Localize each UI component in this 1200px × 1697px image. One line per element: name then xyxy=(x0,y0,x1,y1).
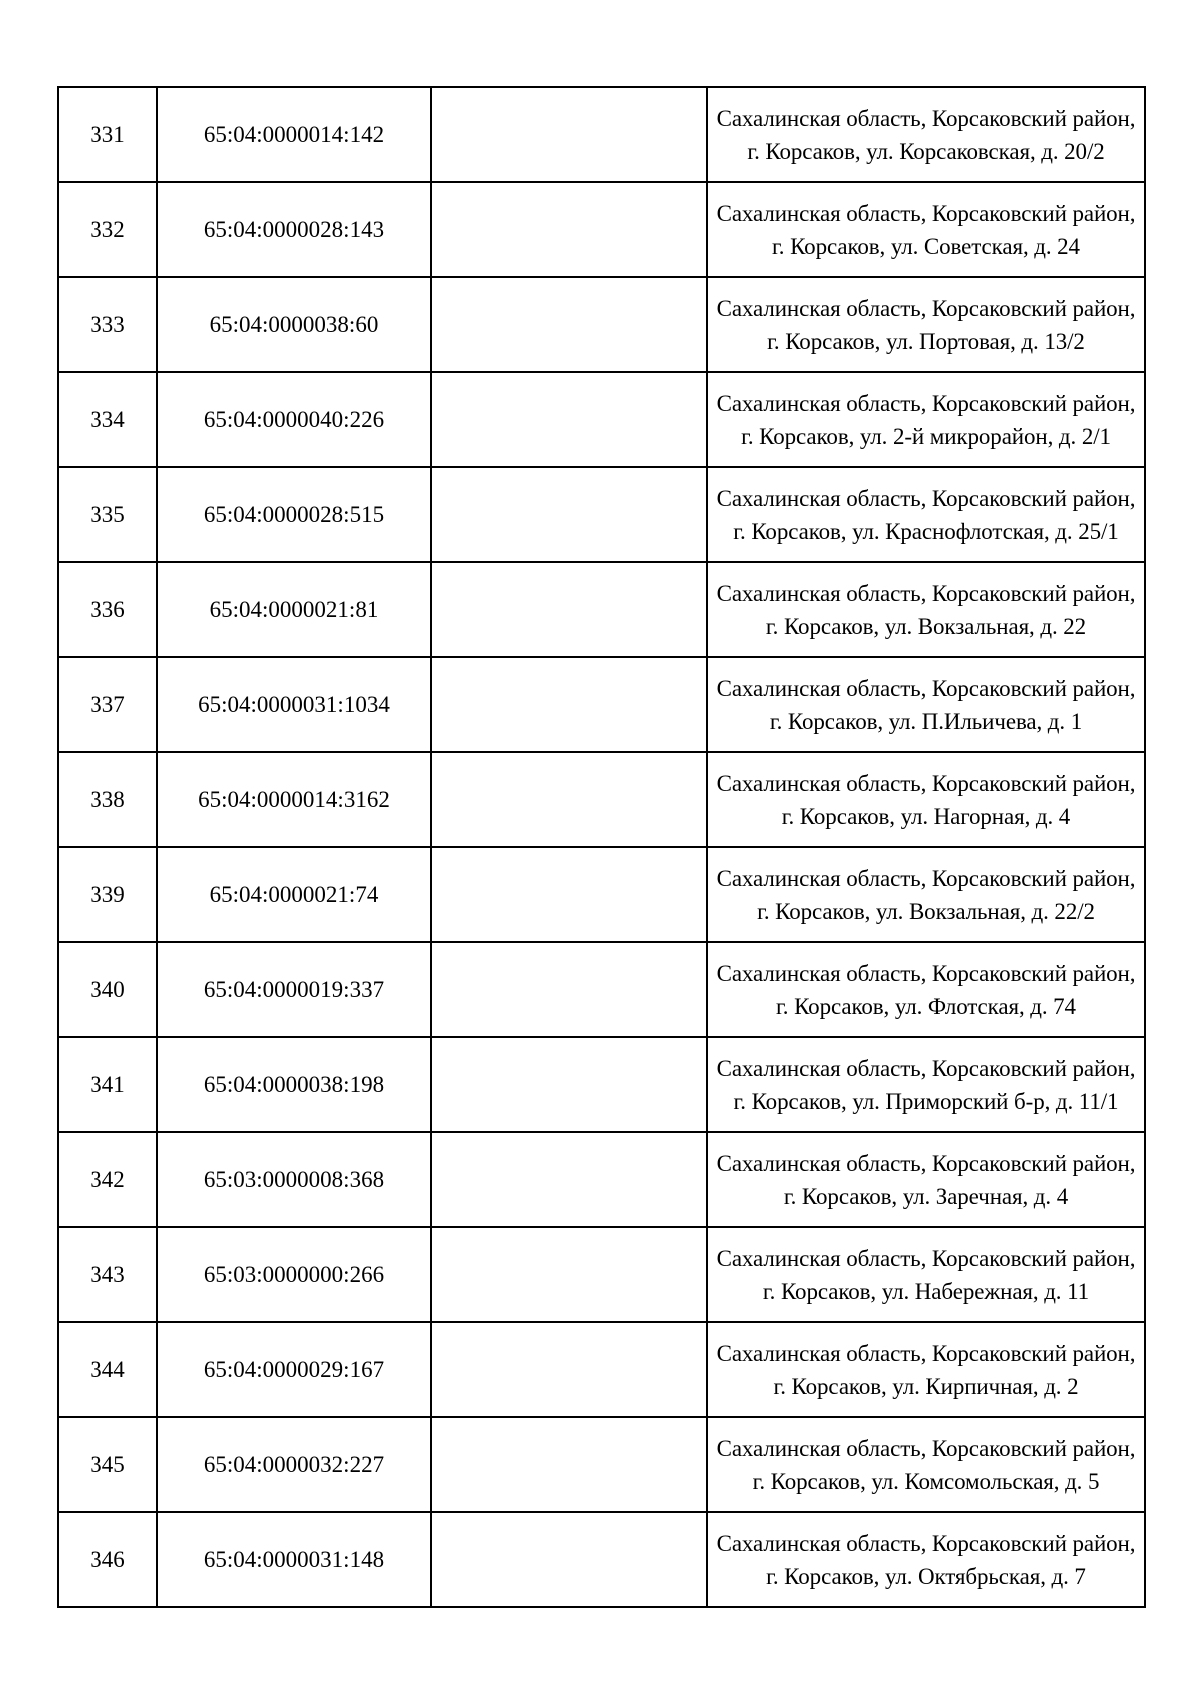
table-row xyxy=(58,277,1145,372)
table-row xyxy=(58,467,1145,562)
address-cell: Сахалинская область, Корсаковский район, г. Корсаков, ул. Кирпичная, д. 2 xyxy=(707,1322,1145,1417)
address-cell: Сахалинская область, Корсаковский район, г. Корсаков, ул. Вокзальная, д. 22/2 xyxy=(707,847,1145,942)
cadastral-number-cell: 65:04:0000028:143 xyxy=(157,182,431,277)
document-page xyxy=(57,86,1144,1608)
address-cell: Сахалинская область, Корсаковский район, г. Корсаков, ул. Краснофлотская, д. 25/1 xyxy=(707,467,1145,562)
table-row xyxy=(58,1417,1145,1512)
row-number-cell: 333 xyxy=(58,277,157,372)
empty-cell xyxy=(431,372,707,467)
empty-cell xyxy=(431,1227,707,1322)
table-row xyxy=(58,1132,1145,1227)
row-number-cell: 342 xyxy=(58,1132,157,1227)
row-number-cell: 343 xyxy=(58,1227,157,1322)
address-cell: Сахалинская область, Корсаковский район, г. Корсаков, ул. Комсомольская, д. 5 xyxy=(707,1417,1145,1512)
table-row xyxy=(58,942,1145,1037)
cadastral-number-cell: 65:04:0000031:1034 xyxy=(157,657,431,752)
address-cell: Сахалинская область, Корсаковский район, г. Корсаков, ул. Заречная, д. 4 xyxy=(707,1132,1145,1227)
cadastral-number-cell: 65:04:0000029:167 xyxy=(157,1322,431,1417)
address-cell: Сахалинская область, Корсаковский район, г. Корсаков, ул. Приморский б-р, д. 11/1 xyxy=(707,1037,1145,1132)
address-cell: Сахалинская область, Корсаковский район, г. Корсаков, ул. Флотская, д. 74 xyxy=(707,942,1145,1037)
cadastral-number-cell: 65:04:0000038:198 xyxy=(157,1037,431,1132)
empty-cell xyxy=(431,277,707,372)
empty-cell xyxy=(431,1417,707,1512)
row-number-cell: 336 xyxy=(58,562,157,657)
cadastral-number-cell: 65:04:0000038:60 xyxy=(157,277,431,372)
cadastral-number-cell: 65:04:0000031:148 xyxy=(157,1512,431,1607)
table-row xyxy=(58,1227,1145,1322)
empty-cell xyxy=(431,1132,707,1227)
row-number-cell: 339 xyxy=(58,847,157,942)
row-number-cell: 331 xyxy=(58,87,157,182)
address-cell: Сахалинская область, Корсаковский район, г. Корсаков, ул. Нагорная, д. 4 xyxy=(707,752,1145,847)
address-cell: Сахалинская область, Корсаковский район, г. Корсаков, ул. П.Ильичева, д. 1 xyxy=(707,657,1145,752)
empty-cell xyxy=(431,467,707,562)
cadastral-number-cell: 65:04:0000019:337 xyxy=(157,942,431,1037)
empty-cell xyxy=(431,657,707,752)
table-row xyxy=(58,372,1145,467)
cadastral-number-cell: 65:04:0000014:142 xyxy=(157,87,431,182)
address-cell: Сахалинская область, Корсаковский район, г. Корсаков, ул. Корсаковская, д. 20/2 xyxy=(707,87,1145,182)
address-cell: Сахалинская область, Корсаковский район, г. Корсаков, ул. Портовая, д. 13/2 xyxy=(707,277,1145,372)
table-row xyxy=(58,87,1145,182)
registry-table-body xyxy=(58,87,1145,1607)
empty-cell xyxy=(431,1512,707,1607)
empty-cell xyxy=(431,562,707,657)
empty-cell xyxy=(431,942,707,1037)
cadastral-number-cell: 65:04:0000028:515 xyxy=(157,467,431,562)
cadastral-number-cell: 65:04:0000032:227 xyxy=(157,1417,431,1512)
cadastral-number-cell: 65:04:0000021:81 xyxy=(157,562,431,657)
cadastral-number-cell: 65:04:0000014:3162 xyxy=(157,752,431,847)
address-cell: Сахалинская область, Корсаковский район, г. Корсаков, ул. 2-й микрорайон, д. 2/1 xyxy=(707,372,1145,467)
row-number-cell: 334 xyxy=(58,372,157,467)
empty-cell xyxy=(431,752,707,847)
table-row xyxy=(58,847,1145,942)
empty-cell xyxy=(431,847,707,942)
table-row xyxy=(58,657,1145,752)
cadastral-number-cell: 65:03:0000000:266 xyxy=(157,1227,431,1322)
table-row xyxy=(58,562,1145,657)
row-number-cell: 346 xyxy=(58,1512,157,1607)
address-cell: Сахалинская область, Корсаковский район, г. Корсаков, ул. Вокзальная, д. 22 xyxy=(707,562,1145,657)
table-row xyxy=(58,1037,1145,1132)
property-registry-table xyxy=(57,86,1146,1608)
cadastral-number-cell: 65:03:0000008:368 xyxy=(157,1132,431,1227)
row-number-cell: 338 xyxy=(58,752,157,847)
cadastral-number-cell: 65:04:0000021:74 xyxy=(157,847,431,942)
row-number-cell: 345 xyxy=(58,1417,157,1512)
address-cell: Сахалинская область, Корсаковский район, г. Корсаков, ул. Набережная, д. 11 xyxy=(707,1227,1145,1322)
address-cell: Сахалинская область, Корсаковский район, г. Корсаков, ул. Советская, д. 24 xyxy=(707,182,1145,277)
row-number-cell: 332 xyxy=(58,182,157,277)
empty-cell xyxy=(431,87,707,182)
table-row xyxy=(58,1322,1145,1417)
address-cell: Сахалинская область, Корсаковский район, г. Корсаков, ул. Октябрьская, д. 7 xyxy=(707,1512,1145,1607)
row-number-cell: 341 xyxy=(58,1037,157,1132)
row-number-cell: 344 xyxy=(58,1322,157,1417)
row-number-cell: 340 xyxy=(58,942,157,1037)
table-row xyxy=(58,182,1145,277)
row-number-cell: 335 xyxy=(58,467,157,562)
cadastral-number-cell: 65:04:0000040:226 xyxy=(157,372,431,467)
empty-cell xyxy=(431,1322,707,1417)
empty-cell xyxy=(431,182,707,277)
table-row xyxy=(58,752,1145,847)
row-number-cell: 337 xyxy=(58,657,157,752)
table-row xyxy=(58,1512,1145,1607)
empty-cell xyxy=(431,1037,707,1132)
